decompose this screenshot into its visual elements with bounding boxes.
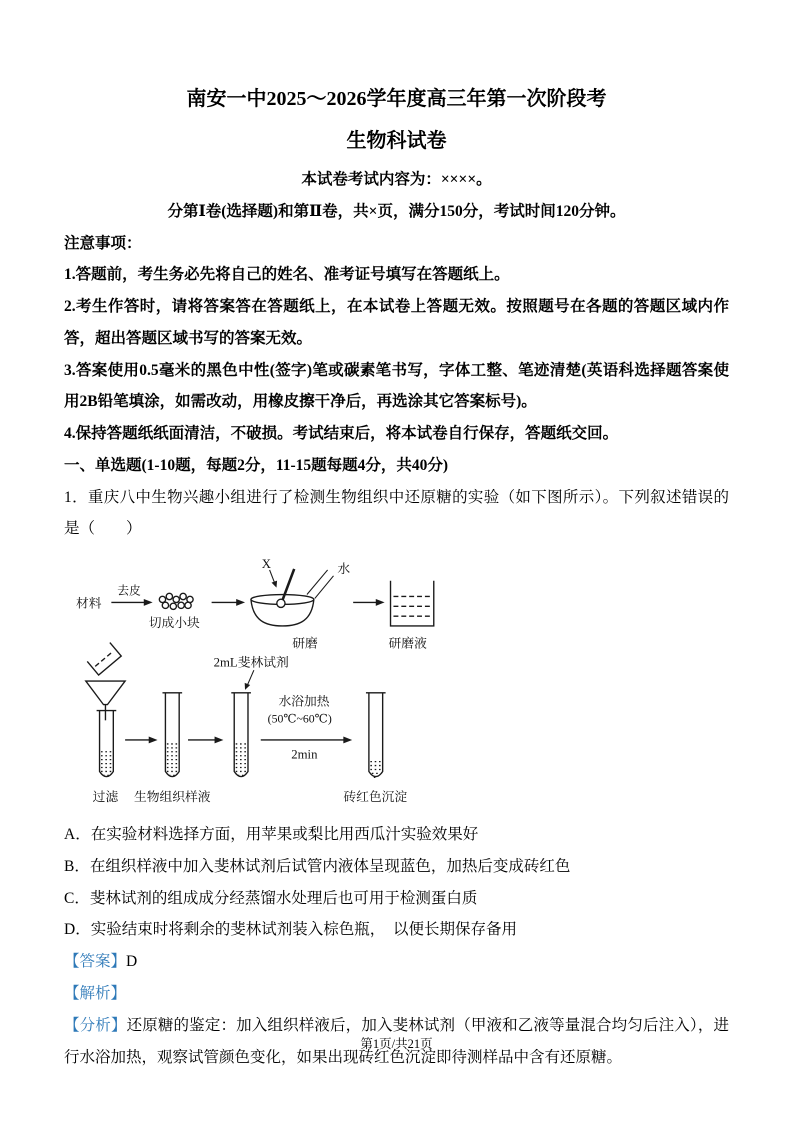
page-footer: 第1页/共21页 — [360, 1037, 433, 1051]
label-bath-temp: (50℃~60℃) — [267, 711, 332, 726]
water-pour — [307, 570, 334, 599]
tube-filtrate-dots — [101, 752, 112, 776]
label-fehling-reagent: 2mL斐林试剂 — [213, 655, 289, 670]
label-peel: 去皮 — [117, 583, 141, 598]
tube-reaction-dots — [236, 744, 247, 775]
filtration-apparatus — [86, 643, 125, 777]
label-bath-time: 2min — [291, 747, 318, 762]
note-4: 4.保持答题纸纸面清洁，不破损。考试结束后，将本试卷自行保存，答题纸交回。 — [64, 425, 619, 443]
mortar-pestle — [251, 569, 314, 626]
answer-line — [64, 946, 729, 978]
note-3: 3.答案使用0.5毫米的黑色中性(签字)笔或碳素笔书写，字体工整、笔迹清楚(英语科选择题答案使用2B铅笔填涂，如需改动，用橡皮擦干净后，再选涂其它答案标号)。 — [64, 361, 729, 411]
fehling-pointer-head — [242, 683, 250, 691]
option-b: B．在组织样液中加入斐林试剂后试管内液体呈现蓝色，加热后变成砖红色 — [64, 857, 571, 875]
paper-subtitle: 生物科试卷 — [346, 130, 447, 152]
flow-arrowhead — [215, 737, 224, 744]
option-d: D．实验结束时将剩余的斐林试剂装入棕色瓶， 以便长期保存备用 — [64, 921, 517, 939]
label-tissue-fluid: 生物组织样液 — [133, 790, 211, 805]
label-precipitate: 砖红色沉淀 — [343, 790, 408, 805]
exam-structure-line: 分第Ⅰ卷(选择题)和第Ⅱ卷，共×页，满分150分，考试时间120分钟。 — [167, 202, 626, 220]
label-x: X — [261, 557, 271, 572]
tube-precipitate — [366, 693, 386, 777]
section-title: 一、单选题(1-10题，每题2分，11-15题每题4分，共40分) — [64, 456, 449, 474]
exam-content-line: 本试卷考试内容为：××××。 — [301, 171, 492, 188]
flow-arrowhead — [144, 599, 153, 606]
explain-label: 【分析】 — [64, 1016, 127, 1034]
fehling-pointer-line — [247, 670, 254, 686]
label-bath-heat: 水浴加热 — [278, 694, 330, 709]
tube-tissue-fluid-dots — [167, 744, 178, 775]
label-cut-pieces: 切成小块 — [148, 616, 200, 631]
answer-label: 【答案】 — [64, 953, 127, 971]
analysis-line — [64, 978, 729, 1010]
label-material: 材料 — [75, 596, 102, 611]
note-2: 2.考生作答时，请将答案答在答题纸上，在本试卷上答题无效。按照题号在各题的答题区域内作答，超出答题区域书写的答案无效。 — [64, 298, 729, 347]
explain-text: 还原糖的鉴定：加入组织样液后，加入斐林试剂（甲液和乙液等量混合均匀后注入），进行水浴加热，观察试管颜色变化，如果出现砖红色沉淀即待测样品中含有还原糖。 — [64, 1016, 729, 1066]
answer-value: D — [126, 953, 138, 971]
label-water: 水 — [337, 562, 351, 577]
question-1-stem: 1．重庆八中生物兴趣小组进行了检测生物组织中还原糖的实验（如下图所示）。下列叙述错误的是（ ） — [64, 488, 729, 538]
flow-arrowhead — [376, 599, 385, 606]
x-pointer-line — [270, 570, 275, 583]
paper-title: 南安一中2025～2026学年度高三年第一次阶段考 — [186, 88, 607, 110]
beaker — [391, 581, 434, 626]
label-grind: 研磨 — [292, 636, 318, 651]
analysis-label: 【解析】 — [64, 985, 127, 1003]
flow-arrowhead — [343, 737, 352, 744]
label-filter: 过滤 — [92, 790, 119, 805]
flow-arrowhead — [236, 599, 245, 606]
option-a: A．在实验材料选择方面，用苹果或梨比用西瓜汁实验效果好 — [64, 826, 479, 844]
option-c: C．斐林试剂的组成成分经蒸馏水处理后也可用于检测蛋白质 — [64, 889, 478, 907]
chopped-pieces — [159, 594, 193, 610]
label-grind-fluid: 研磨液 — [388, 636, 427, 651]
x-pointer-head — [272, 581, 280, 589]
notes-title: 注意事项： — [64, 234, 142, 252]
flow-arrowhead — [149, 737, 158, 744]
note-1: 1.答题前，考生务必先将自己的姓名、准考证号填写在答题纸上。 — [64, 266, 510, 284]
experiment-diagram — [74, 555, 536, 809]
